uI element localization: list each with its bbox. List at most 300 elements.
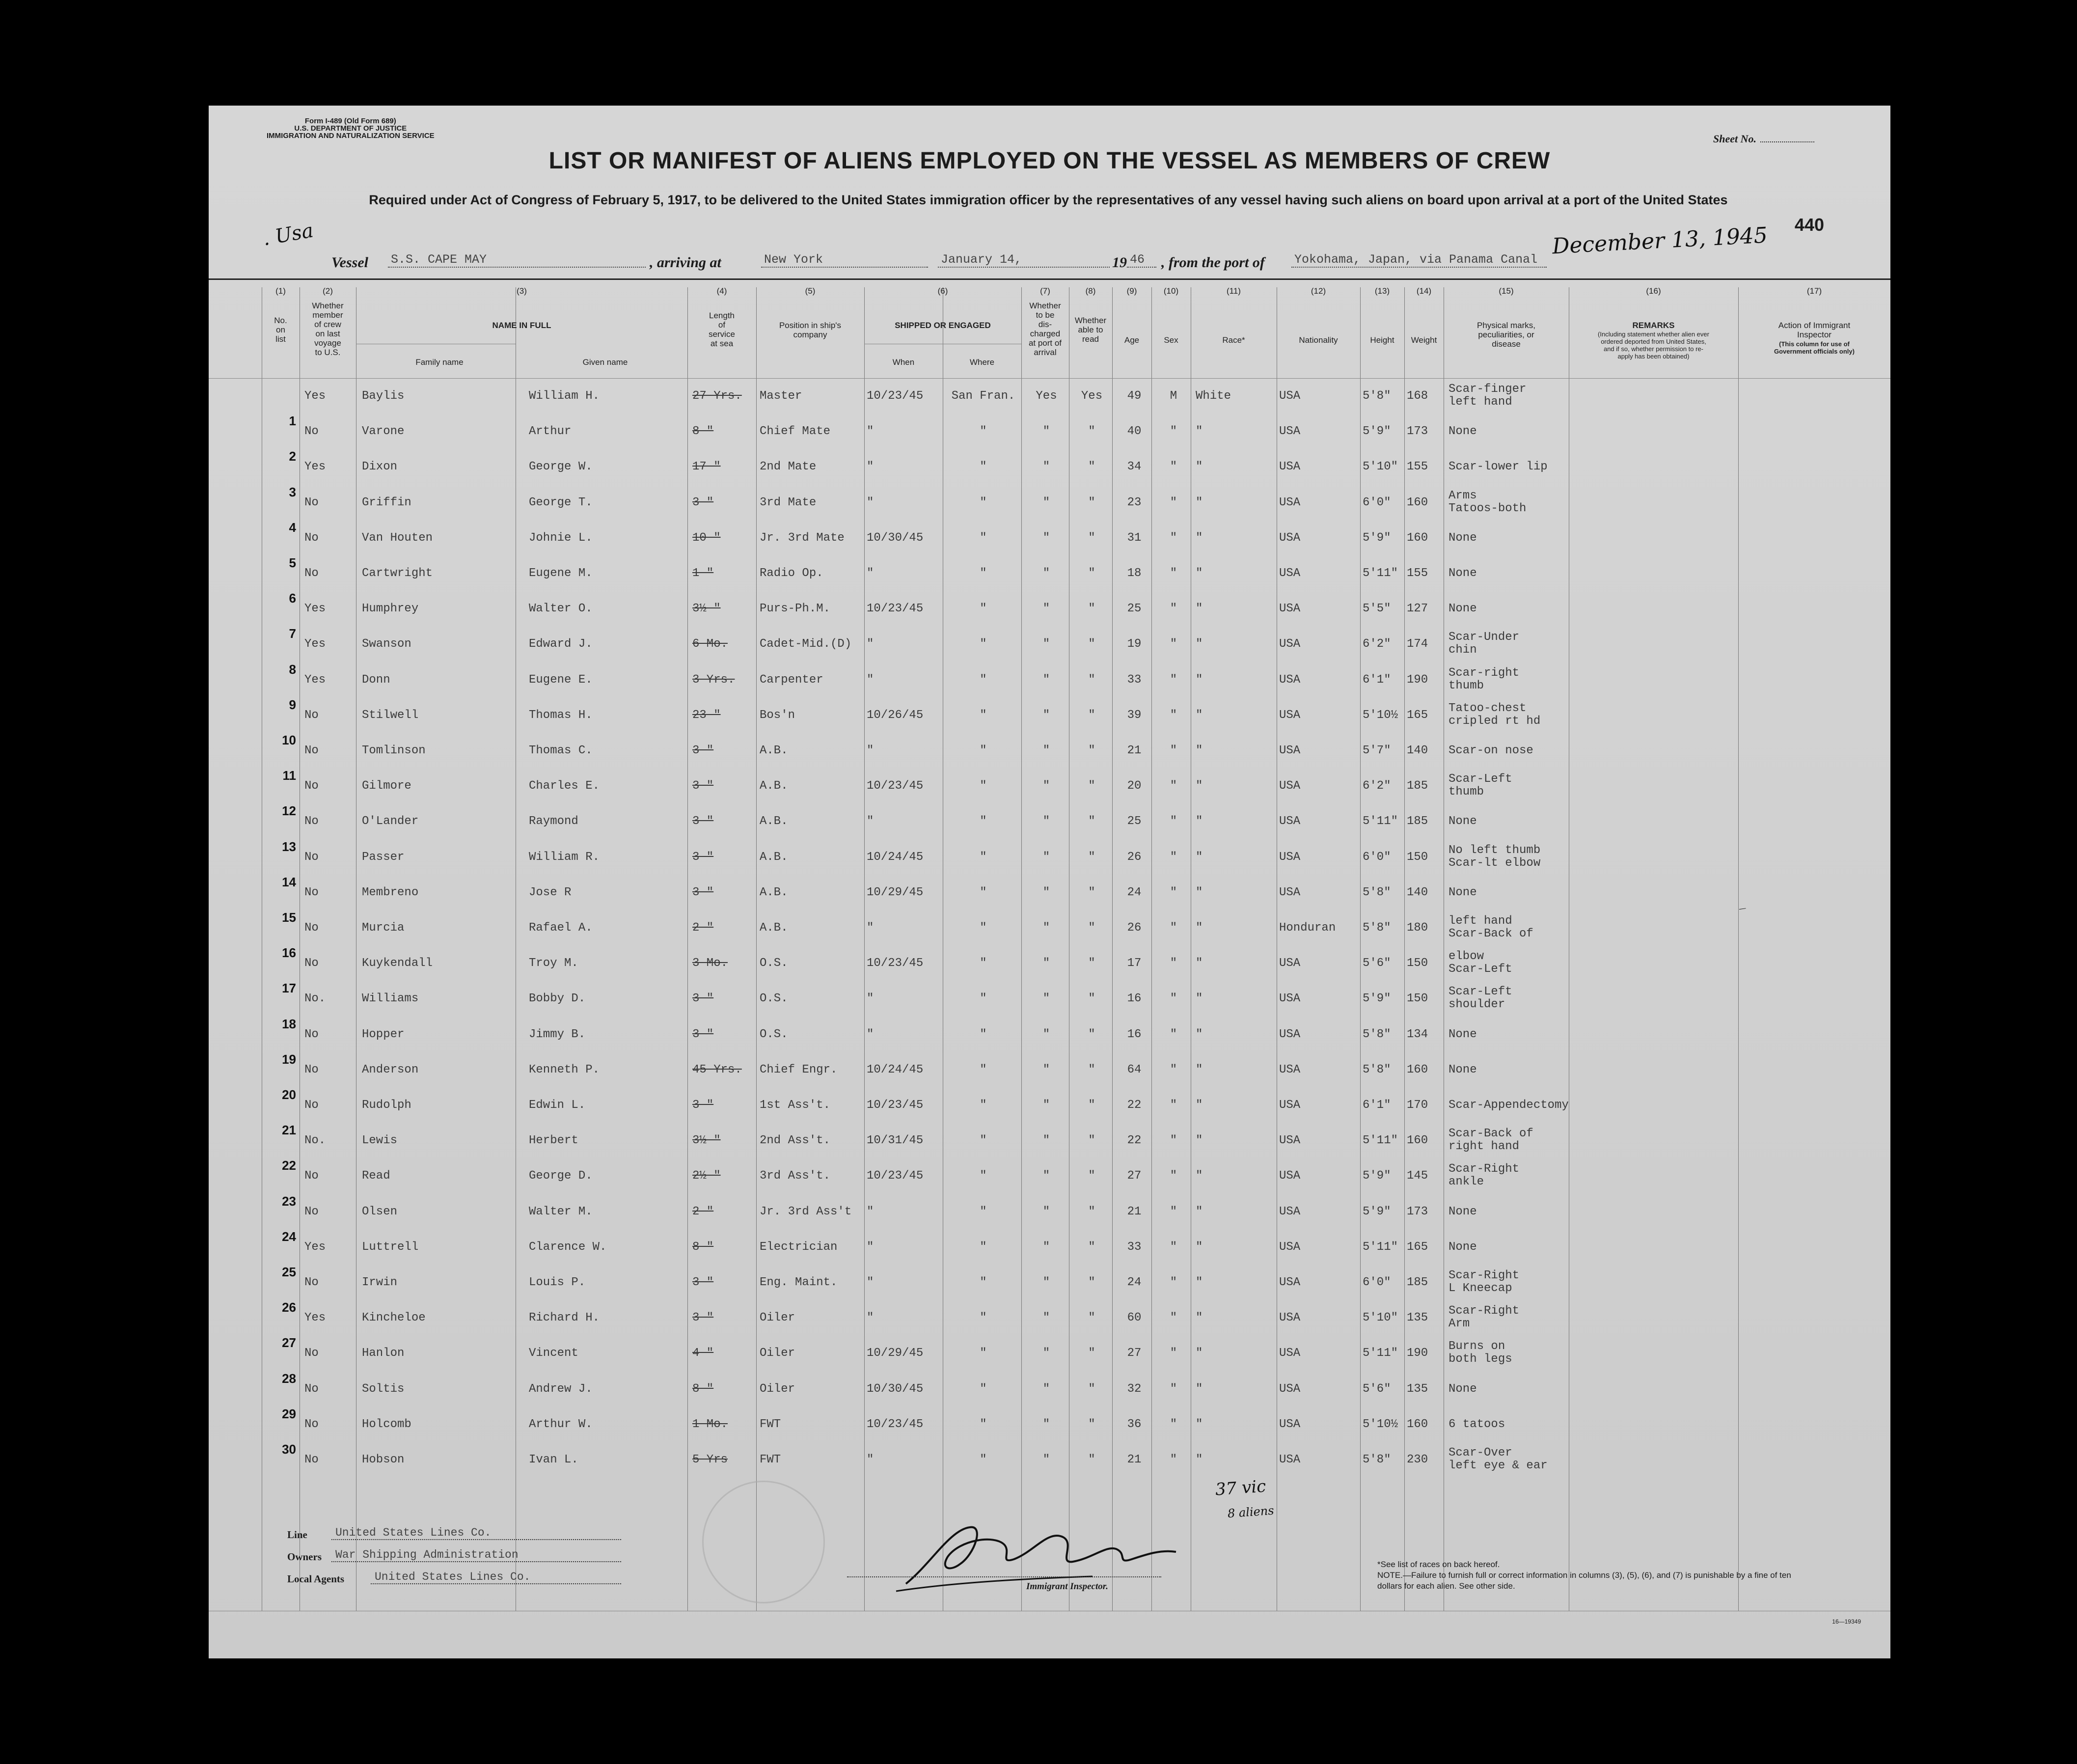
- cell-marks: None: [1448, 1205, 1477, 1218]
- cell-age: 26: [1127, 850, 1142, 864]
- inspector-margin-note: —: [1738, 903, 1747, 913]
- cell-read: ": [1088, 567, 1095, 580]
- cell-race: ": [1196, 1417, 1203, 1431]
- cell-marks: None: [1448, 531, 1477, 545]
- cell-no: 5: [289, 555, 296, 570]
- cell-last: Yes: [304, 637, 326, 651]
- cell-position: O.S.: [760, 1027, 788, 1041]
- cell-no: 10: [282, 733, 296, 747]
- cell-disch: ": [1042, 957, 1050, 970]
- cell-sex: ": [1170, 1417, 1177, 1431]
- table-row: [209, 839, 1890, 880]
- cell-given: Charles E.: [529, 779, 600, 793]
- cell-sex: ": [1170, 708, 1177, 722]
- cell-marks: left hand Scar-Back of: [1448, 914, 1533, 940]
- cell-weight: 150: [1407, 850, 1428, 864]
- col-header-family-name: Family name: [415, 358, 464, 367]
- cell-given: Troy M.: [529, 957, 578, 970]
- cell-height: 5'8": [1363, 1027, 1391, 1041]
- cell-no: 9: [289, 697, 296, 712]
- cell-when: ": [867, 460, 874, 474]
- cell-nat: USA: [1279, 531, 1301, 545]
- cell-disch: ": [1042, 460, 1050, 474]
- cell-weight: 185: [1407, 1276, 1428, 1289]
- cell-position: Jr. 3rd Ass't: [760, 1205, 852, 1218]
- cell-given: Kenneth P.: [529, 1063, 600, 1076]
- cell-family: Gilmore: [362, 779, 411, 793]
- cell-marks: None: [1448, 885, 1477, 899]
- cell-race: ": [1196, 1453, 1203, 1466]
- cell-family: Baylis: [362, 389, 405, 403]
- cell-weight: 168: [1407, 389, 1428, 403]
- cell-race: ": [1196, 1276, 1203, 1289]
- cell-age: 49: [1127, 389, 1142, 403]
- cell-marks: No left thumb Scar-lt elbow: [1448, 843, 1541, 870]
- cell-given: Eugene E.: [529, 673, 593, 687]
- cell-where: ": [980, 1099, 987, 1112]
- col-number: (15): [1499, 286, 1514, 296]
- cell-where: ": [980, 921, 987, 935]
- vessel-label: Vessel: [331, 254, 368, 271]
- sheet-number-label: Sheet No.: [1713, 133, 1756, 145]
- cell-when: 10/23/45: [867, 1099, 924, 1112]
- cell-when: 10/23/45: [867, 1417, 924, 1431]
- cell-last: No: [304, 1382, 319, 1396]
- cell-family: Luttrell: [362, 1240, 419, 1254]
- cell-disch: ": [1042, 815, 1050, 828]
- arrival-port: New York: [761, 252, 928, 268]
- form-code: 16—19349: [1832, 1618, 1861, 1625]
- cell-nat: USA: [1279, 1382, 1301, 1396]
- cell-marks: None: [1448, 1240, 1477, 1254]
- cell-marks: Scar-Under chin: [1448, 631, 1520, 657]
- cell-age: 27: [1127, 1169, 1142, 1183]
- table-row: [209, 383, 1890, 418]
- cell-weight: 160: [1407, 531, 1428, 545]
- cell-disch: ": [1042, 425, 1050, 439]
- cell-length: 3 ": [692, 992, 714, 1006]
- cell-last: No: [304, 921, 319, 935]
- cell-age: 19: [1127, 637, 1142, 651]
- cell-nat: USA: [1279, 1311, 1301, 1325]
- official-stamp: [702, 1481, 825, 1603]
- cell-height: 5'8": [1363, 1063, 1391, 1076]
- cell-when: ": [867, 637, 874, 651]
- col-number: (3): [517, 286, 527, 296]
- cell-height: 6'0": [1363, 1276, 1391, 1289]
- cell-family: Passer: [362, 850, 405, 864]
- cell-height: 6'2": [1363, 779, 1391, 793]
- cell-where: ": [980, 1382, 987, 1396]
- cell-when: 10/23/45: [867, 1169, 924, 1183]
- cell-no: 12: [282, 803, 296, 819]
- cell-family: Kuykendall: [362, 957, 433, 970]
- cell-age: 22: [1127, 1134, 1142, 1148]
- cell-age: 21: [1127, 1453, 1142, 1466]
- cell-family: Hobson: [362, 1453, 405, 1466]
- cell-no: 24: [282, 1229, 296, 1244]
- cell-position: O.S.: [760, 957, 788, 970]
- cell-position: Radio Op.: [760, 567, 823, 580]
- cell-weight: 173: [1407, 425, 1428, 439]
- cell-age: 36: [1127, 1417, 1142, 1431]
- cell-where: ": [980, 1347, 987, 1360]
- handwritten-usa: . Usa: [261, 219, 315, 250]
- agents-label: Local Agents: [287, 1573, 345, 1585]
- cell-position: O.S.: [760, 992, 788, 1006]
- cell-position: A.B.: [760, 885, 788, 899]
- cell-sex: ": [1170, 531, 1177, 545]
- cell-nat: USA: [1279, 744, 1301, 757]
- col-header-weight: Weight: [1411, 335, 1437, 345]
- table-row: [209, 1300, 1890, 1340]
- cell-no: 18: [282, 1016, 296, 1031]
- cell-marks: Scar-Back of right hand: [1448, 1127, 1533, 1154]
- cell-when: ": [867, 815, 874, 828]
- cell-nat: USA: [1279, 496, 1301, 509]
- departure-port: Yokohama, Japan, via Panama Canal: [1291, 252, 1547, 268]
- cell-where: ": [980, 1276, 987, 1289]
- handwritten-tally: 37 vic: [1214, 1476, 1267, 1500]
- cell-given: Raymond: [529, 815, 578, 828]
- cell-height: 5'8": [1363, 389, 1391, 403]
- handwritten-date: December 13, 1945: [1552, 222, 1769, 259]
- cell-length: 45 Yrs.: [692, 1063, 742, 1076]
- table-row: [209, 803, 1890, 844]
- table-row: [209, 981, 1890, 1021]
- cell-race: ": [1196, 1205, 1203, 1218]
- cell-weight: 160: [1407, 1134, 1428, 1148]
- cell-marks: Arms Tatoos-both: [1448, 489, 1527, 515]
- cell-disch: ": [1042, 850, 1050, 864]
- cell-where: ": [980, 637, 987, 651]
- cell-disch: ": [1042, 602, 1050, 616]
- cell-height: 6'0": [1363, 496, 1391, 509]
- cell-read: ": [1088, 531, 1095, 545]
- cell-length: 3 ": [692, 1311, 714, 1325]
- cell-given: Richard H.: [529, 1311, 600, 1325]
- cell-sex: ": [1170, 673, 1177, 687]
- cell-nat: USA: [1279, 1240, 1301, 1254]
- cell-marks: None: [1448, 1382, 1477, 1396]
- cell-read: ": [1088, 885, 1095, 899]
- cell-weight: 160: [1407, 496, 1428, 509]
- cell-age: 27: [1127, 1347, 1142, 1360]
- cell-read: ": [1088, 708, 1095, 722]
- table-row: [209, 1335, 1890, 1376]
- cell-where: ": [980, 744, 987, 757]
- cell-family: Cartwright: [362, 567, 433, 580]
- cell-disch: ": [1042, 779, 1050, 793]
- cell-age: 60: [1127, 1311, 1142, 1325]
- cell-given: William R.: [529, 850, 600, 864]
- cell-length: 8 ": [692, 1240, 714, 1254]
- cell-last: No: [304, 1205, 319, 1218]
- table-row: [209, 1265, 1890, 1305]
- cell-position: 1st Ass't.: [760, 1099, 831, 1112]
- cell-length: 3 ": [692, 815, 714, 828]
- cell-weight: 190: [1407, 1347, 1428, 1360]
- cell-sex: M: [1170, 389, 1177, 403]
- col-header-given-name: Given name: [582, 358, 628, 367]
- cell-read: ": [1088, 1063, 1095, 1076]
- cell-where: ": [980, 673, 987, 687]
- cell-no: 19: [282, 1051, 296, 1067]
- cell-marks: Scar-Left thumb: [1448, 772, 1512, 799]
- cell-weight: 170: [1407, 1099, 1428, 1112]
- cell-length: 6 Mo.: [692, 637, 728, 651]
- cell-marks: Burns on both legs: [1448, 1340, 1512, 1366]
- cell-nat: USA: [1279, 1276, 1301, 1289]
- cell-weight: 140: [1407, 744, 1428, 757]
- cell-read: ": [1088, 1240, 1095, 1254]
- cell-race: ": [1196, 1240, 1203, 1254]
- cell-when: ": [867, 1311, 874, 1325]
- cell-when: 10/30/45: [867, 531, 924, 545]
- owners-label: Owners: [287, 1551, 322, 1563]
- col-number: (12): [1311, 286, 1326, 296]
- cell-read: ": [1088, 1169, 1095, 1183]
- cell-given: Clarence W.: [529, 1240, 607, 1254]
- cell-sex: ": [1170, 850, 1177, 864]
- col-header-nationality: Nationality: [1299, 335, 1338, 345]
- cell-position: A.B.: [760, 744, 788, 757]
- cell-sex: ": [1170, 602, 1177, 616]
- cell-marks: None: [1448, 602, 1477, 616]
- cell-position: 3rd Ass't.: [760, 1169, 831, 1183]
- cell-given: Edward J.: [529, 637, 593, 651]
- agents-value: United States Lines Co.: [371, 1571, 621, 1584]
- cell-age: 32: [1127, 1382, 1142, 1396]
- cell-height: 5'10½: [1363, 1417, 1398, 1431]
- cell-race: ": [1196, 531, 1203, 545]
- cell-nat: USA: [1279, 425, 1301, 439]
- col-header-shipped: SHIPPED OR ENGAGED: [895, 321, 991, 330]
- cell-height: 6'2": [1363, 637, 1391, 651]
- cell-last: No.: [304, 992, 326, 1006]
- cell-weight: 165: [1407, 1240, 1428, 1254]
- cell-length: 2 ": [692, 921, 714, 935]
- cell-when: 10/23/45: [867, 389, 924, 403]
- cell-sex: ": [1170, 1382, 1177, 1396]
- cell-read: ": [1088, 1347, 1095, 1360]
- cell-nat: USA: [1279, 1063, 1301, 1076]
- cell-when: ": [867, 744, 874, 757]
- cell-where: ": [980, 850, 987, 864]
- arrival-date: January 14,: [938, 252, 1110, 268]
- cell-when: 10/26/45: [867, 708, 924, 722]
- cell-family: Olsen: [362, 1205, 398, 1218]
- cell-read: ": [1088, 1134, 1095, 1148]
- cell-no: 20: [282, 1087, 296, 1102]
- cell-marks: None: [1448, 1063, 1477, 1076]
- cell-position: A.B.: [760, 779, 788, 793]
- cell-length: 3½ ": [692, 1134, 721, 1148]
- cell-family: Rudolph: [362, 1099, 411, 1112]
- cell-no: 23: [282, 1193, 296, 1209]
- cell-weight: 190: [1407, 673, 1428, 687]
- cell-sex: ": [1170, 1169, 1177, 1183]
- cell-position: A.B.: [760, 815, 788, 828]
- cell-weight: 140: [1407, 885, 1428, 899]
- cell-given: Thomas H.: [529, 708, 593, 722]
- cell-last: No: [304, 708, 319, 722]
- cell-length: 3½ ": [692, 602, 721, 616]
- col-header-race: Race*: [1222, 335, 1245, 345]
- cell-nat: USA: [1279, 1205, 1301, 1218]
- page-subtitle: Required under Act of Congress of February 5, 1917, to be delivered to the United States immigration officer by the representatives of any vessel having such aliens on board upon arrival at a port of the United States: [369, 193, 1728, 207]
- cell-no: 6: [289, 591, 296, 606]
- cell-age: 18: [1127, 567, 1142, 580]
- cell-marks: 6 tatoos: [1448, 1417, 1505, 1431]
- cell-weight: 127: [1407, 602, 1428, 616]
- cell-nat: USA: [1279, 885, 1301, 899]
- cell-when: 10/29/45: [867, 885, 924, 899]
- cell-weight: 155: [1407, 460, 1428, 474]
- cell-height: 5'11": [1363, 1240, 1398, 1254]
- cell-age: 25: [1127, 602, 1142, 616]
- table-row: [209, 1123, 1890, 1163]
- cell-height: 5'9": [1363, 531, 1391, 545]
- penalty-note: NOTE.—Failure to furnish full or correct information in columns (3), (5), (6), and (7) is punishable by a fine of ten dollars for each alien. See other side.: [1377, 1571, 1791, 1591]
- table-row: [209, 591, 1890, 631]
- cell-read: ": [1088, 1099, 1095, 1112]
- cell-last: No.: [304, 1134, 326, 1148]
- cell-when: ": [867, 496, 874, 509]
- cell-length: 27 Yrs.: [692, 389, 742, 403]
- cell-when: ": [867, 567, 874, 580]
- cell-age: 20: [1127, 779, 1142, 793]
- cell-disch: ": [1042, 921, 1050, 935]
- cell-last: No: [304, 815, 319, 828]
- cell-race: ": [1196, 602, 1203, 616]
- cell-length: 3 Yrs.: [692, 673, 735, 687]
- cell-age: 24: [1127, 1276, 1142, 1289]
- cell-no: 21: [282, 1123, 296, 1138]
- cell-given: Arthur: [529, 425, 572, 439]
- cell-when: ": [867, 1453, 874, 1466]
- cell-age: 21: [1127, 744, 1142, 757]
- cell-sex: ": [1170, 425, 1177, 439]
- cell-weight: 230: [1407, 1453, 1428, 1466]
- cell-height: 5'9": [1363, 1205, 1391, 1218]
- cell-nat: USA: [1279, 815, 1301, 828]
- table-row: [209, 413, 1890, 454]
- cell-nat: USA: [1279, 850, 1301, 864]
- line-label: Line: [287, 1529, 307, 1541]
- cell-age: 16: [1127, 992, 1142, 1006]
- cell-marks: Scar-on nose: [1448, 744, 1533, 757]
- cell-given: Jose R: [529, 885, 572, 899]
- cell-given: Herbert: [529, 1134, 578, 1148]
- cell-last: No: [304, 531, 319, 545]
- cell-height: 5'9": [1363, 1169, 1391, 1183]
- cell-sex: ": [1170, 637, 1177, 651]
- cell-read: ": [1088, 637, 1095, 651]
- cell-no: 29: [282, 1406, 296, 1421]
- cell-race: ": [1196, 460, 1203, 474]
- cell-disch: ": [1042, 885, 1050, 899]
- cell-length: 3 Mo.: [692, 957, 728, 970]
- cell-given: Vincent: [529, 1347, 578, 1360]
- cell-no: 14: [282, 874, 296, 889]
- cell-weight: 160: [1407, 1063, 1428, 1076]
- col-header-no: No. on list: [274, 316, 287, 344]
- cell-last: No: [304, 1099, 319, 1112]
- cell-marks: Scar-Right ankle: [1448, 1162, 1520, 1189]
- cell-last: No: [304, 1347, 319, 1360]
- cell-family: Soltis: [362, 1382, 405, 1396]
- cell-when: ": [867, 921, 874, 935]
- cell-no: 11: [282, 768, 296, 783]
- owners-value: War Shipping Administration: [331, 1548, 621, 1562]
- cell-given: Johnie L.: [529, 531, 593, 545]
- cell-last: No: [304, 496, 319, 509]
- cell-where: ": [980, 1027, 987, 1041]
- cell-last: No: [304, 1169, 319, 1183]
- cell-nat: USA: [1279, 460, 1301, 474]
- col-header-name: NAME IN FULL: [492, 321, 551, 330]
- cell-height: 6'0": [1363, 850, 1391, 864]
- cell-last: Yes: [304, 460, 326, 474]
- cell-height: 5'5": [1363, 602, 1391, 616]
- cell-length: 3 ": [692, 1099, 714, 1112]
- cell-position: FWT: [760, 1453, 781, 1466]
- cell-where: ": [980, 496, 987, 509]
- cell-where: ": [980, 1063, 987, 1076]
- cell-nat: USA: [1279, 779, 1301, 793]
- cell-disch: ": [1042, 567, 1050, 580]
- cell-family: Murcia: [362, 921, 405, 935]
- cell-weight: 150: [1407, 992, 1428, 1006]
- cell-sex: ": [1170, 496, 1177, 509]
- cell-given: William H.: [529, 389, 600, 403]
- cell-length: 4 ": [692, 1347, 714, 1360]
- cell-read: ": [1088, 1417, 1095, 1431]
- cell-weight: 160: [1407, 1417, 1428, 1431]
- col-number: (16): [1646, 286, 1661, 296]
- cell-sex: ": [1170, 1453, 1177, 1466]
- table-row: [209, 1193, 1890, 1234]
- cell-disch: ": [1042, 1382, 1050, 1396]
- cell-nat: USA: [1279, 1169, 1301, 1183]
- col-header-last-voyage: Whether member of crew on last voyage to U.S.: [312, 301, 344, 357]
- cell-height: 5'10": [1363, 460, 1398, 474]
- col-number: (6): [937, 286, 948, 296]
- table-row: [209, 697, 1890, 738]
- cell-sex: ": [1170, 992, 1177, 1006]
- cell-marks: Tatoo-chest cripled rt hd: [1448, 701, 1541, 728]
- cell-read: ": [1088, 957, 1095, 970]
- cell-when: 10/24/45: [867, 850, 924, 864]
- cell-family: Dixon: [362, 460, 398, 474]
- cell-family: Humphrey: [362, 602, 419, 616]
- cell-race: ": [1196, 496, 1203, 509]
- col-header-age: Age: [1124, 335, 1140, 345]
- cell-race: ": [1196, 885, 1203, 899]
- cell-race: ": [1196, 1347, 1203, 1360]
- cell-disch: ": [1042, 992, 1050, 1006]
- cell-race: ": [1196, 992, 1203, 1006]
- cell-disch: ": [1042, 1347, 1050, 1360]
- cell-nat: USA: [1279, 1417, 1301, 1431]
- cell-race: ": [1196, 957, 1203, 970]
- cell-no: 7: [289, 626, 296, 641]
- cell-when: ": [867, 1027, 874, 1041]
- col-number: (14): [1416, 286, 1432, 296]
- cell-when: ": [867, 1240, 874, 1254]
- col-number: (10): [1163, 286, 1179, 296]
